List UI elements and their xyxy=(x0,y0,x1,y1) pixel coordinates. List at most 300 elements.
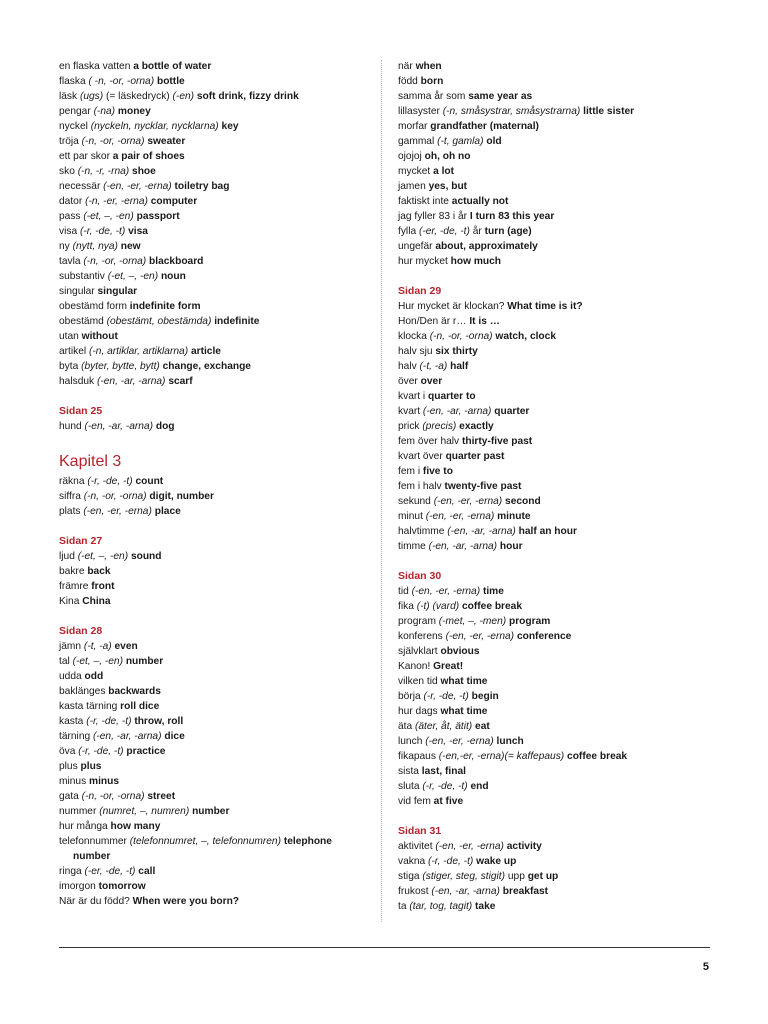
term: kvart i xyxy=(398,391,429,402)
term: Hon/Den är r… xyxy=(398,316,470,327)
translation: visa xyxy=(128,226,148,237)
translation: passport xyxy=(136,211,180,222)
vocab-entry xyxy=(59,864,369,879)
vocab-entry xyxy=(398,89,718,104)
inflection: (-et, –, -en) xyxy=(77,551,129,562)
vocab-entry xyxy=(59,284,369,299)
translation: how many xyxy=(110,821,161,832)
inflection: (-t, gamla) xyxy=(437,136,484,147)
translation: without xyxy=(81,331,118,342)
translation: minute xyxy=(497,511,531,522)
translation: what time xyxy=(440,706,488,717)
term: minus xyxy=(59,776,90,787)
translation: five to xyxy=(422,466,453,477)
vocab-entry xyxy=(59,879,369,894)
vocab-entry xyxy=(59,579,369,594)
translation: at five xyxy=(433,796,464,807)
left-column xyxy=(59,59,369,909)
vocab-entry xyxy=(398,419,718,434)
term: sista xyxy=(398,766,422,777)
inflection: (-er, -de, -t) xyxy=(418,226,470,237)
translation: telephone number xyxy=(73,836,332,862)
vocab-entry xyxy=(398,59,718,74)
translation: second xyxy=(505,496,541,507)
term: (= läskedryck) xyxy=(103,91,173,102)
translation: twenty-five past xyxy=(444,481,522,492)
inflection: (ugs) xyxy=(79,91,104,102)
inflection: (-en, -er, -erna) xyxy=(445,631,515,642)
translation: scarf xyxy=(168,376,193,387)
vocab-entry xyxy=(398,749,718,764)
term: vilken tid xyxy=(398,676,441,687)
term: frukost xyxy=(398,886,432,897)
inflection: (byter, bytte, bytt) xyxy=(81,361,160,372)
translation: little sister xyxy=(583,106,635,117)
term: singular xyxy=(59,286,98,297)
term: främre xyxy=(59,581,92,592)
translation: roll dice xyxy=(120,701,160,712)
translation: coffee break xyxy=(567,751,628,762)
term: halvtimme xyxy=(398,526,448,537)
translation: China xyxy=(82,596,111,607)
translation: money xyxy=(117,106,151,117)
inflection: (-en, -er, -erna) xyxy=(425,511,495,522)
term: mycket xyxy=(398,166,434,177)
vocab-entry xyxy=(398,644,718,659)
inflection: (-r, -de, -t) xyxy=(423,691,469,702)
vocab-entry xyxy=(398,134,718,149)
term: baklänges xyxy=(59,686,109,697)
translation: exactly xyxy=(459,421,494,432)
translation: quarter past xyxy=(445,451,505,462)
vocab-entry xyxy=(59,149,369,164)
translation: minus xyxy=(89,776,120,787)
translation: a pair of shoes xyxy=(112,151,185,162)
translation: eat xyxy=(475,721,490,732)
vocab-entry xyxy=(398,479,718,494)
translation: key xyxy=(221,121,239,132)
translation: a bottle of water xyxy=(133,61,212,72)
vocab-entry xyxy=(398,689,718,704)
inflection: (-r, -de, -t) xyxy=(87,476,133,487)
inflection: (-n, småsystrar, småsystrarna) xyxy=(442,106,581,117)
term: fem över halv xyxy=(398,436,462,447)
vocab-entry xyxy=(398,509,718,524)
inflection: (-en, -er, -erna) xyxy=(433,496,503,507)
section-heading: Sidan 30 xyxy=(398,570,442,582)
page-number: 5 xyxy=(702,961,709,973)
term: prick xyxy=(398,421,423,432)
translation: tomorrow xyxy=(98,881,146,892)
vocab-entry xyxy=(59,329,369,344)
term: flaska xyxy=(59,76,89,87)
vocab-entry xyxy=(398,164,718,179)
vocab-entry xyxy=(59,774,369,789)
term: sko xyxy=(59,166,78,177)
term: fem i xyxy=(398,466,423,477)
vocab-entry xyxy=(59,504,369,519)
translation: what time xyxy=(440,676,488,687)
vocab-entry xyxy=(59,759,369,774)
term: halv xyxy=(398,361,420,372)
vocab-entry xyxy=(398,194,718,209)
vocab-entry xyxy=(59,194,369,209)
vocab-entry xyxy=(59,729,369,744)
translation: begin xyxy=(471,691,499,702)
translation: program xyxy=(508,616,551,627)
term: nummer xyxy=(59,806,100,817)
translation: time xyxy=(482,586,504,597)
vocab-entry xyxy=(59,59,369,74)
term: sluta xyxy=(398,781,423,792)
term: jämn xyxy=(59,641,84,652)
translation: quarter xyxy=(494,406,530,417)
footer-rule xyxy=(59,947,710,948)
translation: What time is it? xyxy=(507,301,583,312)
vocab-entry xyxy=(59,474,369,489)
term: bakre xyxy=(59,566,88,577)
term: börja xyxy=(398,691,424,702)
section-heading: Sidan 31 xyxy=(398,825,442,837)
inflection: (stiger, steg, stigit) xyxy=(422,871,506,882)
vocab-entry xyxy=(59,359,369,374)
inflection: (-et, –, -en) xyxy=(107,271,159,282)
term: lillasyster xyxy=(398,106,443,117)
vocab-entry xyxy=(59,419,369,434)
term: lunch xyxy=(398,736,426,747)
term: obestämd form xyxy=(59,301,130,312)
inflection: (-r, -de, -t) xyxy=(78,746,124,757)
inflection: (-en, -er, -erna) xyxy=(435,841,504,852)
vocab-entry xyxy=(398,839,718,854)
term: obestämd xyxy=(59,316,107,327)
vocab-entry xyxy=(59,134,369,149)
translation: throw, roll xyxy=(134,716,184,727)
translation: new xyxy=(120,241,141,252)
term: hur många xyxy=(59,821,111,832)
vocab-entry xyxy=(398,434,718,449)
inflection: (-n, -or, -orna) xyxy=(429,331,493,342)
term: tärning xyxy=(59,731,93,742)
term: ta xyxy=(398,901,410,912)
vocab-entry xyxy=(398,374,718,389)
inflection: (-en, -ar, -arna) xyxy=(96,376,166,387)
inflection: (äter, åt, ätit) xyxy=(415,721,473,732)
term: ny xyxy=(59,241,73,252)
inflection: (-en, -ar, -arna) xyxy=(428,541,498,552)
translation: wake up xyxy=(476,856,517,867)
inflection: (-n, -or, -orna) xyxy=(81,791,145,802)
term: telefonnummer xyxy=(59,836,130,847)
translation: soft drink, fizzy drink xyxy=(196,91,299,102)
translation: When were you born? xyxy=(132,896,240,907)
term: visa xyxy=(59,226,80,237)
translation: half an hour xyxy=(518,526,577,537)
term: dator xyxy=(59,196,86,207)
vocab-entry xyxy=(398,884,718,899)
vocab-entry xyxy=(59,119,369,134)
vocab-entry xyxy=(59,254,369,269)
translation: toiletry bag xyxy=(174,181,230,192)
term: vakna xyxy=(398,856,429,867)
inflection: (-n, artiklar, artiklarna) xyxy=(89,346,189,357)
vocab-entry xyxy=(59,594,369,609)
translation: singular xyxy=(97,286,138,297)
translation: sweater xyxy=(147,136,186,147)
term: en flaska vatten xyxy=(59,61,134,72)
vocab-entry xyxy=(59,684,369,699)
vocab-entry xyxy=(398,389,718,404)
translation: same year as xyxy=(468,91,533,102)
term: vid fem xyxy=(398,796,434,807)
inflection: (-t) (vard) xyxy=(416,601,460,612)
inflection: (-en) xyxy=(172,91,195,102)
translation: blackboard xyxy=(149,256,204,267)
term: program xyxy=(398,616,439,627)
translation: when xyxy=(415,61,442,72)
translation: last, final xyxy=(421,766,466,777)
translation: indefinite xyxy=(214,316,260,327)
term: plats xyxy=(59,506,84,517)
term: ringa xyxy=(59,866,85,877)
vocab-entry xyxy=(398,719,718,734)
vocab-entry xyxy=(59,269,369,284)
translation: backwards xyxy=(108,686,161,697)
translation: practice xyxy=(126,746,166,757)
term: kasta xyxy=(59,716,87,727)
inflection: (-r, -de, -t) xyxy=(422,781,468,792)
translation: take xyxy=(475,901,496,912)
term: substantiv xyxy=(59,271,108,282)
term: Kanon! xyxy=(398,661,434,672)
translation: coffee break xyxy=(461,601,523,612)
inflection: (-en, -ar, -arna) xyxy=(447,526,516,537)
section-heading: Sidan 25 xyxy=(59,405,103,417)
vocab-entry xyxy=(398,149,718,164)
term: faktiskt inte xyxy=(398,196,452,207)
vocab-entry xyxy=(398,524,718,539)
term: necessär xyxy=(59,181,104,192)
translation: oh, oh no xyxy=(424,151,471,162)
vocab-entry xyxy=(398,119,718,134)
translation: sound xyxy=(130,551,162,562)
vocab-entry xyxy=(398,254,718,269)
inflection: (-en, -er, -erna) xyxy=(103,181,172,192)
vocab-entry xyxy=(59,224,369,239)
vocab-entry xyxy=(59,744,369,759)
term: stiga xyxy=(398,871,423,882)
inflection: (-met, –, -men) xyxy=(438,616,507,627)
term: morfar xyxy=(398,121,431,132)
chapter-heading: Kapitel 3 xyxy=(59,453,122,470)
vocab-entry xyxy=(398,584,718,599)
vocab-entry xyxy=(398,344,718,359)
translation: breakfast xyxy=(502,886,549,897)
inflection: (-r, -de, -t) xyxy=(86,716,132,727)
translation: dog xyxy=(155,421,175,432)
term: fem i halv xyxy=(398,481,445,492)
right-column xyxy=(398,59,718,914)
inflection: (nytt, nya) xyxy=(72,241,118,252)
vocab-entry xyxy=(59,344,369,359)
term: jamen xyxy=(398,181,429,192)
vocab-entry xyxy=(398,899,718,914)
vocab-entry xyxy=(59,104,369,119)
translation: noun xyxy=(160,271,186,282)
vocab-entry xyxy=(398,224,718,239)
inflection: (-n, -or, -orna) xyxy=(83,491,147,502)
translation: It is … xyxy=(469,316,500,327)
vocab-entry xyxy=(398,494,718,509)
inflection: (-en, -er, -erna) xyxy=(411,586,481,597)
inflection: (-en, -ar, -arna) xyxy=(431,886,500,897)
translation: hour xyxy=(499,541,523,552)
term: tal xyxy=(59,656,73,667)
vocab-entry xyxy=(59,819,369,834)
inflection: (-n, -or, -orna) xyxy=(83,256,147,267)
term: född xyxy=(398,76,421,87)
inflection: (-et, –, -en) xyxy=(72,656,123,667)
vocab-entry xyxy=(59,894,369,909)
term: kvart över xyxy=(398,451,446,462)
translation: quarter to xyxy=(428,391,476,402)
translation: lunch xyxy=(496,736,524,747)
vocab-entry xyxy=(59,564,369,579)
inflection: (-t, -a) xyxy=(419,361,448,372)
section-heading: Sidan 29 xyxy=(398,285,442,297)
vocab-entry xyxy=(398,869,718,884)
vocab-entry xyxy=(59,639,369,654)
vocab-entry xyxy=(398,629,718,644)
vocab-entry xyxy=(398,539,718,554)
term: utan xyxy=(59,331,82,342)
translation: computer xyxy=(150,196,198,207)
translation: conference xyxy=(516,631,572,642)
term: fylla xyxy=(398,226,419,237)
vocab-entry xyxy=(59,164,369,179)
translation: count xyxy=(135,476,164,487)
vocab-entry xyxy=(59,804,369,819)
vocab-entry xyxy=(398,614,718,629)
term: hur dags xyxy=(398,706,441,717)
term: Kina xyxy=(59,596,83,607)
translation: Great! xyxy=(433,661,464,672)
term: räkna xyxy=(59,476,88,487)
inflection: ( -n, -or, -orna) xyxy=(88,76,155,87)
vocab-entry xyxy=(59,669,369,684)
translation: activity xyxy=(506,841,542,852)
term: halv sju xyxy=(398,346,436,357)
term: artikel xyxy=(59,346,90,357)
vocab-entry xyxy=(398,404,718,419)
term: äta xyxy=(398,721,415,732)
vocab-entry xyxy=(59,239,369,254)
term: konferens xyxy=(398,631,446,642)
inflection: (-en, -er, -erna) xyxy=(425,736,494,747)
vocab-entry xyxy=(398,329,718,344)
translation: dice xyxy=(164,731,185,742)
vocab-entry xyxy=(59,209,369,224)
vocab-entry xyxy=(59,299,369,314)
translation: old xyxy=(486,136,502,147)
vocab-entry xyxy=(59,834,369,864)
translation: change, exchange xyxy=(162,361,251,372)
term: aktivitet xyxy=(398,841,436,852)
term: hur mycket xyxy=(398,256,451,267)
inflection: (-en, -ar, -arna) xyxy=(92,731,162,742)
translation: grandfather (maternal) xyxy=(430,121,539,132)
vocab-entry xyxy=(398,464,718,479)
vocab-entry xyxy=(59,549,369,564)
inflection: (-en,-er, -erna)(= kaffepaus) xyxy=(438,751,565,762)
term: gata xyxy=(59,791,82,802)
term: tavla xyxy=(59,256,84,267)
term: fikapaus xyxy=(398,751,439,762)
term: jag fyller 83 i år xyxy=(398,211,470,222)
translation: number xyxy=(192,806,230,817)
vocab-entry xyxy=(59,314,369,329)
term: halsduk xyxy=(59,376,97,387)
term: öva xyxy=(59,746,79,757)
translation: yes, but xyxy=(428,181,468,192)
vocab-entry xyxy=(59,654,369,669)
translation: shoe xyxy=(132,166,156,177)
translation: obvious xyxy=(440,646,480,657)
term: klocka xyxy=(398,331,430,342)
term: timme xyxy=(398,541,429,552)
translation: odd xyxy=(84,671,104,682)
inflection: (-n, -or, -orna) xyxy=(81,136,145,147)
translation: place xyxy=(154,506,181,517)
translation: front xyxy=(91,581,115,592)
term: upp xyxy=(505,871,528,882)
vocab-entry xyxy=(398,659,718,674)
term: ett par skor xyxy=(59,151,113,162)
vocab-entry xyxy=(398,359,718,374)
inflection: (numret, –, numren) xyxy=(99,806,190,817)
translation: plus xyxy=(80,761,102,772)
term: fika xyxy=(398,601,417,612)
inflection: (precis) xyxy=(422,421,457,432)
translation: turn (age) xyxy=(484,226,532,237)
vocab-entry xyxy=(398,74,718,89)
term: siffra xyxy=(59,491,84,502)
vocab-entry xyxy=(59,714,369,729)
term: tröja xyxy=(59,136,82,147)
vocab-entry xyxy=(398,104,718,119)
inflection: (obestämt, obestämda) xyxy=(106,316,212,327)
translation: digit, number xyxy=(149,491,214,502)
vocab-entry xyxy=(59,179,369,194)
vocab-entry xyxy=(398,299,718,314)
vocab-entry xyxy=(398,674,718,689)
term: kasta tärning xyxy=(59,701,121,712)
term: minut xyxy=(398,511,426,522)
term: plus xyxy=(59,761,81,772)
translation: half xyxy=(450,361,469,372)
translation: born xyxy=(420,76,444,87)
vocab-entry xyxy=(398,734,718,749)
translation: even xyxy=(114,641,138,652)
vocab-entry xyxy=(398,179,718,194)
inflection: (-en, -ar, -arna) xyxy=(422,406,492,417)
vocab-entry xyxy=(398,314,718,329)
vocab-entry xyxy=(398,704,718,719)
translation: street xyxy=(147,791,176,802)
term: byta xyxy=(59,361,82,372)
translation: six thirty xyxy=(435,346,478,357)
vocab-entry xyxy=(59,699,369,714)
